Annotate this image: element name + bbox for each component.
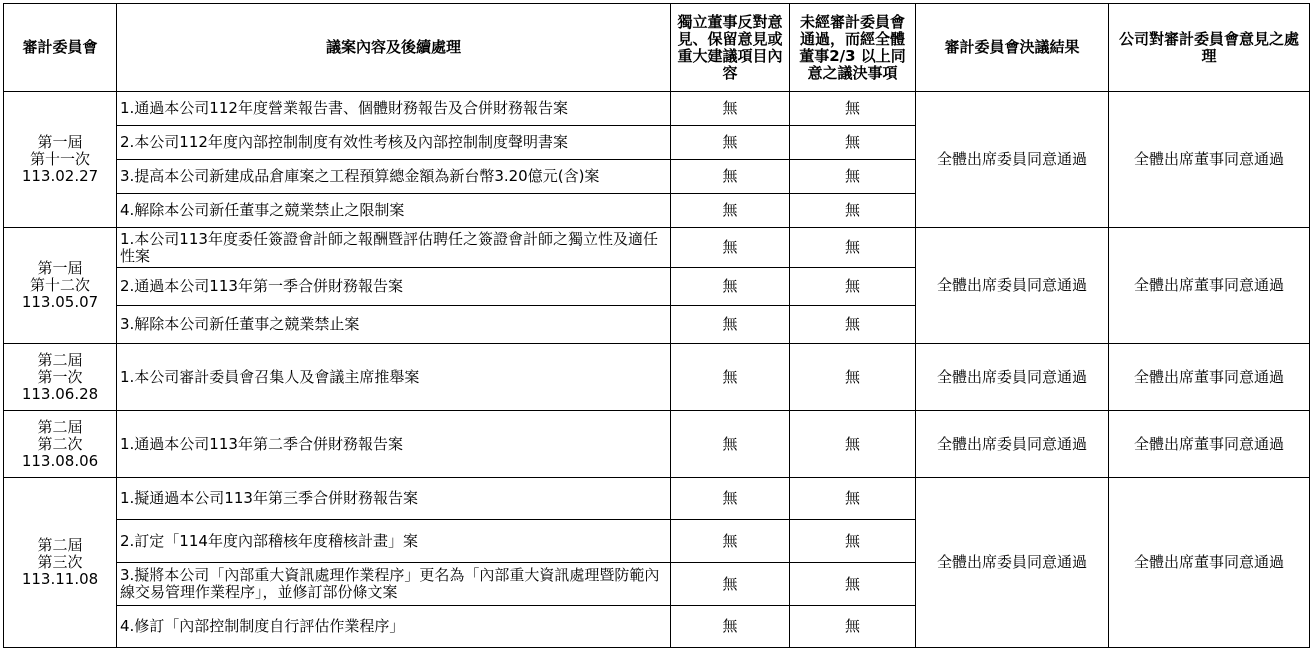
meeting-cell: 第一屆 第十一次 113.02.27 [4, 92, 117, 228]
independent-opinion-cell: 無 [671, 563, 790, 606]
proposal-cell: 4.修訂「內部控制制度自行評估作業程序」 [117, 606, 671, 648]
unapproved-matter-cell: 無 [790, 478, 916, 520]
header-row [4, 4, 1310, 92]
table-row [4, 228, 1310, 268]
independent-opinion-cell: 無 [671, 268, 790, 306]
meeting-cell: 第二屆 第三次 113.11.08 [4, 478, 117, 648]
company-handling-cell: 全體出席董事同意通過 [1109, 92, 1310, 228]
independent-opinion-cell: 無 [671, 306, 790, 344]
table-row [4, 478, 1310, 520]
committee-result-cell: 全體出席委員同意通過 [916, 411, 1109, 478]
company-handling-cell: 全體出席董事同意通過 [1109, 228, 1310, 344]
header-unapproved-matters: 未經審計委員會通過，而經全體董事2/3 以上同意之議決事項 [790, 4, 916, 92]
header-committee-result: 審計委員會決議結果 [916, 4, 1109, 92]
company-handling-cell: 全體出席董事同意通過 [1109, 478, 1310, 648]
independent-opinion-cell: 無 [671, 126, 790, 160]
independent-opinion-cell: 無 [671, 194, 790, 228]
unapproved-matter-cell: 無 [790, 160, 916, 194]
proposal-cell: 1.通過本公司112年度營業報告書、個體財務報告及合併財務報告案 [117, 92, 671, 126]
proposal-cell: 1.本公司113年度委任簽證會計師之報酬暨評估聘任之簽證會計師之獨立性及適任性案 [117, 228, 671, 268]
proposal-cell: 4.解除本公司新任董事之競業禁止之限制案 [117, 194, 671, 228]
independent-opinion-cell: 無 [671, 228, 790, 268]
independent-opinion-cell: 無 [671, 160, 790, 194]
meeting-cell: 第二屆 第二次 113.08.06 [4, 411, 117, 478]
independent-opinion-cell: 無 [671, 478, 790, 520]
unapproved-matter-cell: 無 [790, 411, 916, 478]
meeting-cell: 第一屆 第十二次 113.05.07 [4, 228, 117, 344]
unapproved-matter-cell: 無 [790, 126, 916, 160]
audit-committee-table [3, 3, 1310, 648]
proposal-cell: 2.通過本公司113年第一季合併財務報告案 [117, 268, 671, 306]
proposal-cell: 2.訂定「114年度內部稽核年度稽核計畫」案 [117, 520, 671, 563]
committee-result-cell: 全體出席委員同意通過 [916, 92, 1109, 228]
committee-result-cell: 全體出席委員同意通過 [916, 478, 1109, 648]
committee-result-cell: 全體出席委員同意通過 [916, 344, 1109, 411]
unapproved-matter-cell: 無 [790, 306, 916, 344]
proposal-cell: 2.本公司112年度內部控制制度有效性考核及內部控制制度聲明書案 [117, 126, 671, 160]
header-meeting: 審計委員會 [4, 4, 117, 92]
unapproved-matter-cell: 無 [790, 228, 916, 268]
proposal-cell: 1.本公司審計委員會召集人及會議主席推舉案 [117, 344, 671, 411]
table-row [4, 411, 1310, 478]
independent-opinion-cell: 無 [671, 344, 790, 411]
unapproved-matter-cell: 無 [790, 563, 916, 606]
header-company-handling: 公司對審計委員會意見之處理 [1109, 4, 1310, 92]
unapproved-matter-cell: 無 [790, 268, 916, 306]
header-proposal: 議案內容及後續處理 [117, 4, 671, 92]
company-handling-cell: 全體出席董事同意通過 [1109, 411, 1310, 478]
unapproved-matter-cell: 無 [790, 194, 916, 228]
unapproved-matter-cell: 無 [790, 606, 916, 648]
independent-opinion-cell: 無 [671, 92, 790, 126]
company-handling-cell: 全體出席董事同意通過 [1109, 344, 1310, 411]
proposal-cell: 3.擬將本公司「內部重大資訊處理作業程序」更名為「內部重大資訊處理暨防範內線交易管理作業程序」，並修訂部份條文案 [117, 563, 671, 606]
table-row [4, 344, 1310, 411]
header-independent-opinion: 獨立董事反對意見、保留意見或重大建議項目內容 [671, 4, 790, 92]
proposal-cell: 1.擬通過本公司113年第三季合併財務報告案 [117, 478, 671, 520]
unapproved-matter-cell: 無 [790, 520, 916, 563]
unapproved-matter-cell: 無 [790, 344, 916, 411]
proposal-cell: 3.提高本公司新建成品倉庫案之工程預算總金額為新台幣3.20億元(含)案 [117, 160, 671, 194]
independent-opinion-cell: 無 [671, 606, 790, 648]
independent-opinion-cell: 無 [671, 520, 790, 563]
meeting-cell: 第二屆 第一次 113.06.28 [4, 344, 117, 411]
proposal-cell: 1.通過本公司113年第二季合併財務報告案 [117, 411, 671, 478]
unapproved-matter-cell: 無 [790, 92, 916, 126]
committee-result-cell: 全體出席委員同意通過 [916, 228, 1109, 344]
independent-opinion-cell: 無 [671, 411, 790, 478]
proposal-cell: 3.解除本公司新任董事之競業禁止案 [117, 306, 671, 344]
table-row [4, 92, 1310, 126]
